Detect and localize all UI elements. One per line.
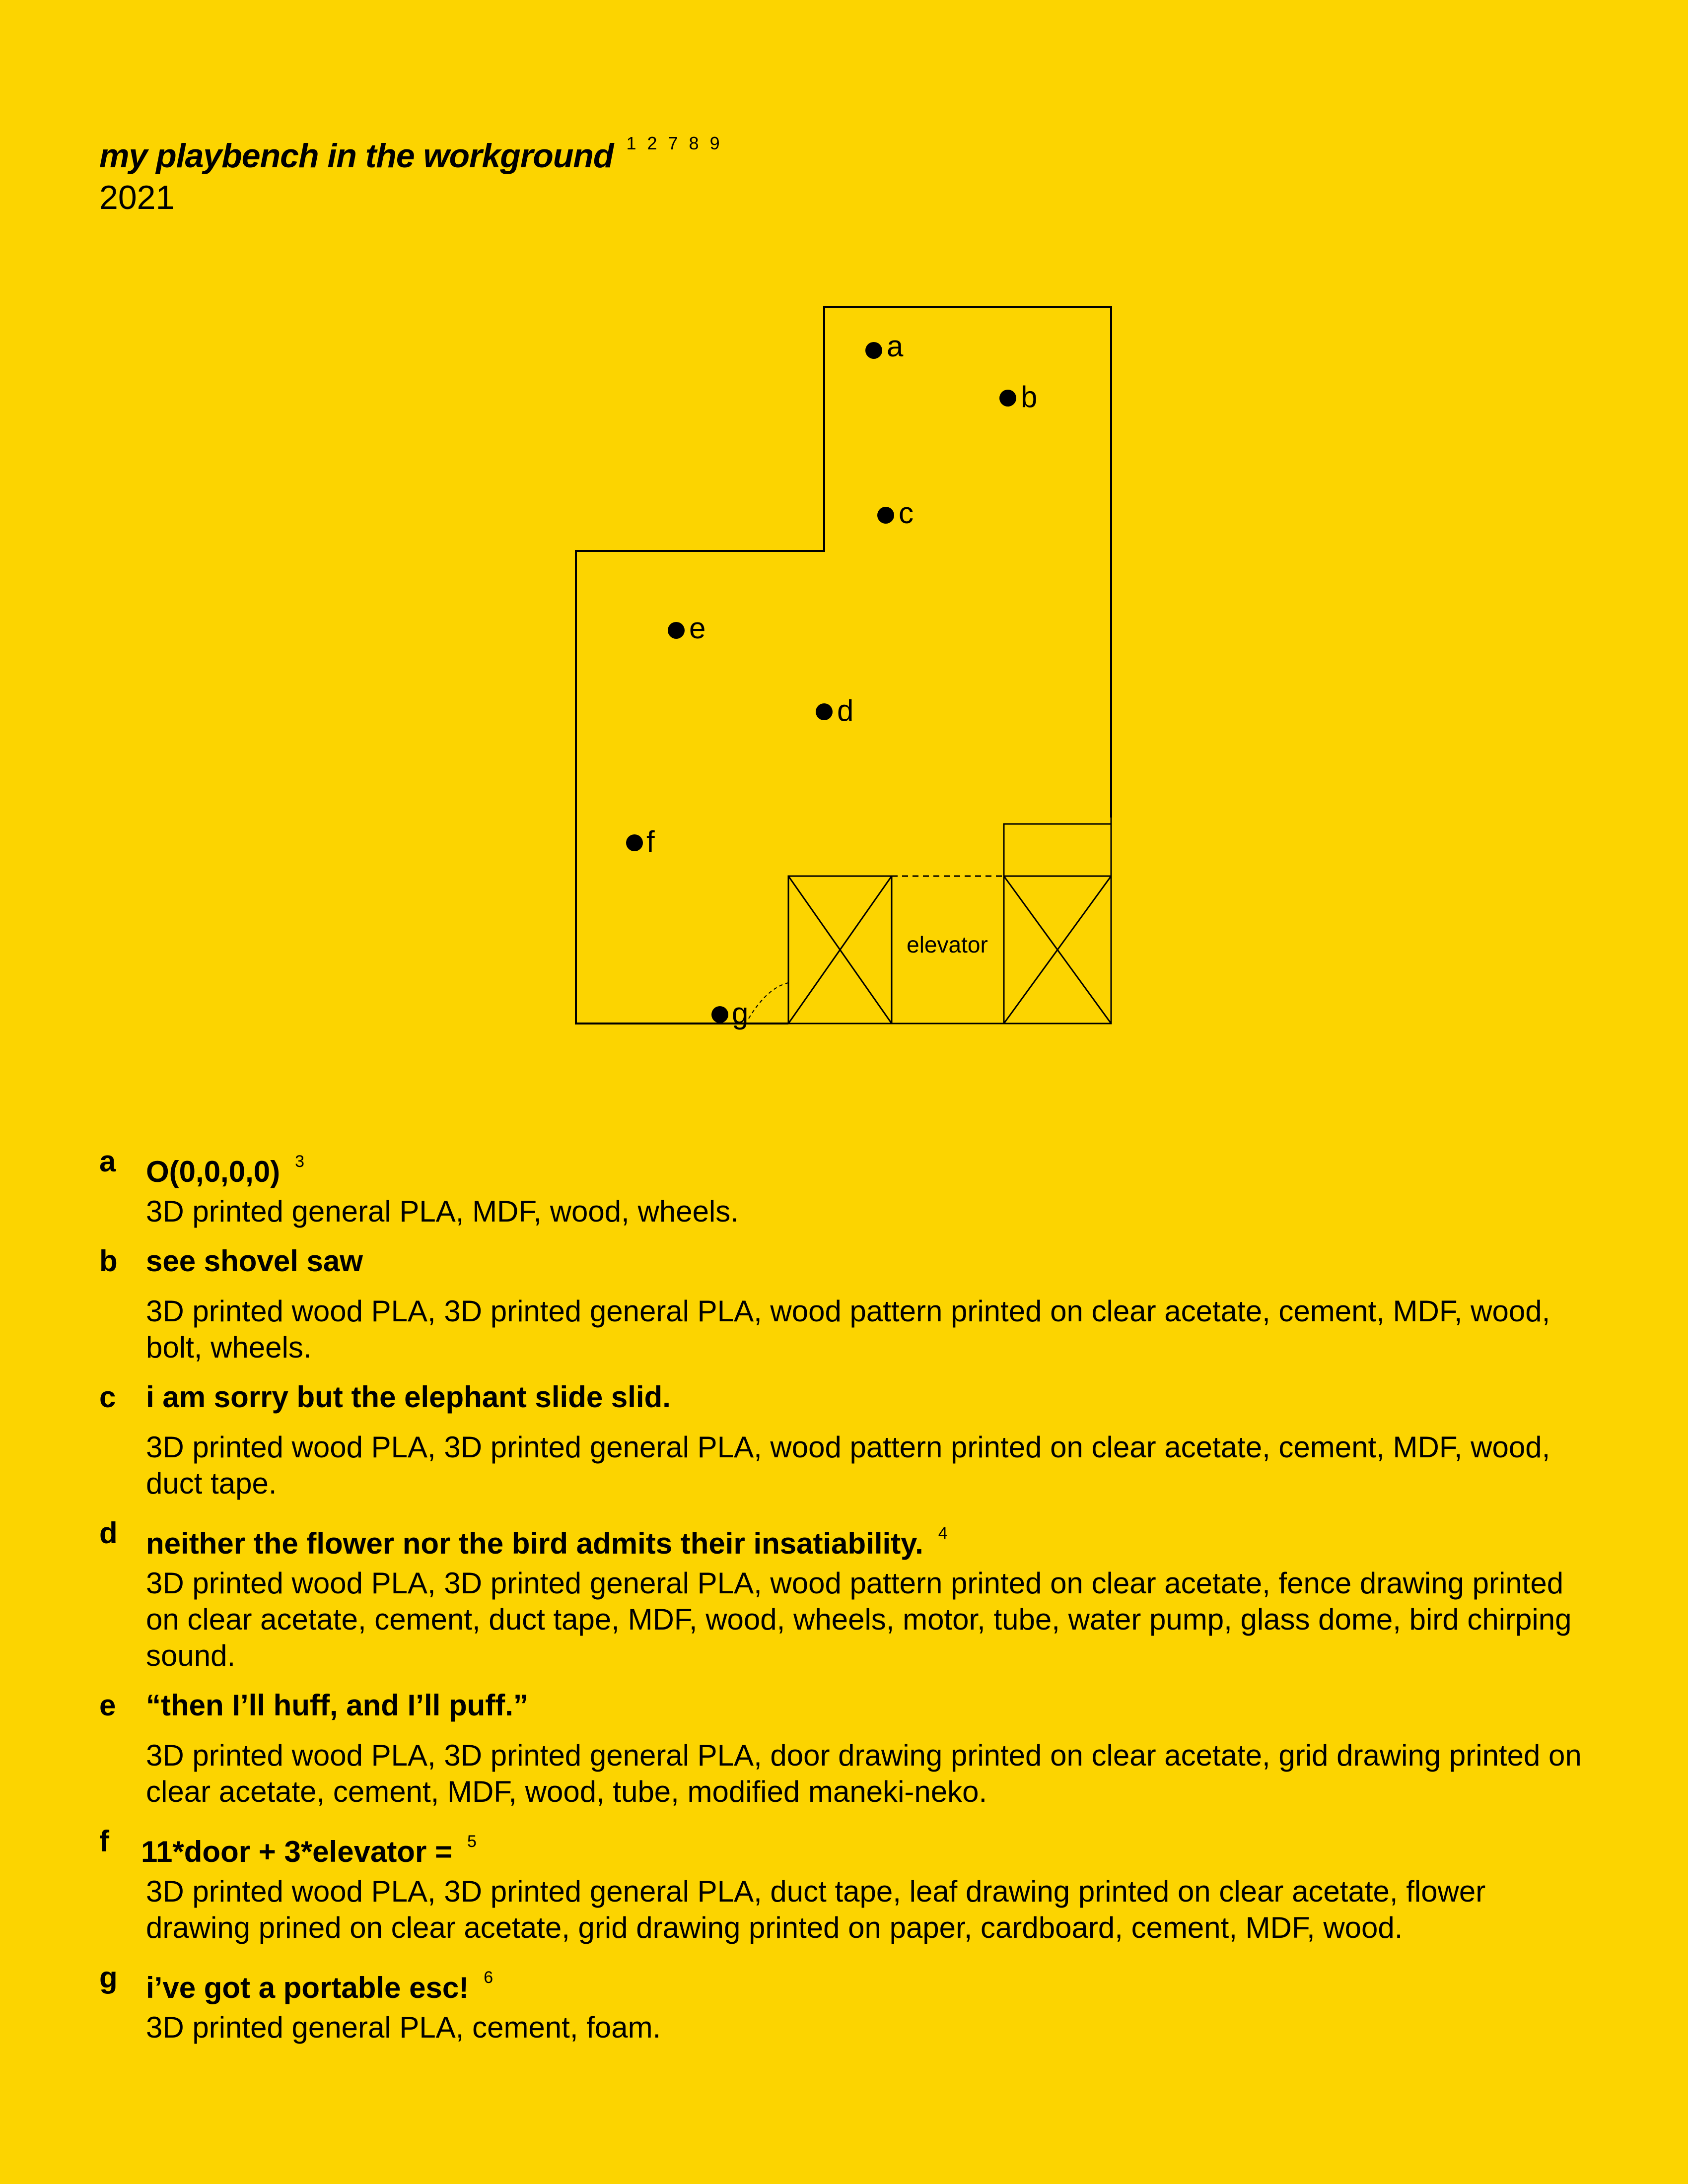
- legend-title-text: i am sorry but the elephant slide slid.: [146, 1380, 671, 1414]
- legend-footnote-ref: 6: [484, 1968, 493, 1987]
- point-d-dot: [816, 703, 833, 720]
- legend-item-head: [99, 1378, 1589, 1416]
- legend-title-text: O(0,0,0,0): [146, 1155, 281, 1188]
- point-g: [711, 997, 748, 1030]
- legend-title-text: neither the flower nor the bird admits their insatiability.: [146, 1527, 923, 1560]
- legend-item-head: [99, 1687, 1589, 1724]
- legend-description: 3D printed general PLA, cement, foam.: [146, 2011, 661, 2044]
- point-b-label: b: [1021, 380, 1038, 413]
- point-g-dot: [711, 1006, 728, 1023]
- legend-description: 3D printed wood PLA, 3D printed general PLA, wood pattern printed on clear acetate, fence drawing printed on clear acetate, cement, duct tape, MDF, wood, wheels, motor, tube, water pump, glass dome, bird chirping sound.: [146, 1567, 1572, 1672]
- point-f: [626, 825, 655, 858]
- legend-description: 3D printed wood PLA, 3D printed general PLA, door drawing printed on clear acetate, grid drawing printed on clear acetate, cement, MDF, wood, tube, modified maneki-neko.: [146, 1739, 1582, 1808]
- legend-item-d: [99, 1514, 1589, 1674]
- legend-letter: a: [99, 1145, 116, 1178]
- legend-letter: d: [99, 1516, 118, 1550]
- legend-title: [146, 1242, 363, 1280]
- point-b: [999, 380, 1037, 413]
- legend-footnote-ref: 4: [938, 1524, 948, 1543]
- legend-letter: b: [99, 1244, 118, 1278]
- legend-title: [141, 1823, 477, 1871]
- year: 2021: [99, 179, 175, 216]
- legend-item-f: [99, 1823, 1589, 1946]
- legend-title-text: “then I’ll huff, and I’ll puff.”: [146, 1689, 528, 1722]
- legend-letter: f: [99, 1825, 109, 1858]
- point-e-dot: [668, 622, 685, 639]
- elevator-block: [788, 824, 1111, 1024]
- point-d: [816, 694, 853, 727]
- point-e: [668, 612, 705, 645]
- point-c: [877, 496, 914, 530]
- door-swing-arc: [749, 983, 788, 1019]
- point-a-label: a: [887, 330, 904, 363]
- point-c-dot: [877, 507, 894, 524]
- legend-title-text: see shovel saw: [146, 1244, 363, 1278]
- legend-title-text: 11*door + 3*elevator =: [141, 1835, 453, 1868]
- point-f-dot: [626, 834, 643, 851]
- legend-item-head: [99, 1823, 1589, 1868]
- legend-item-c: [99, 1378, 1589, 1502]
- point-e-label: e: [689, 612, 706, 645]
- legend-title: [146, 1959, 493, 2007]
- legend-item-a: [99, 1143, 1589, 1229]
- legend-description: 3D printed wood PLA, 3D printed general PLA, duct tape, leaf drawing printed on clear acetate, flower drawing prined on clear acetate, grid drawing printed on paper, cardboard, cement, MDF, wood.: [146, 1875, 1486, 1944]
- legend-letter: c: [99, 1380, 116, 1414]
- elevator-upper-box: [1004, 824, 1111, 876]
- point-c-label: c: [899, 496, 914, 530]
- point-b-dot: [999, 390, 1016, 407]
- legend-item-g: [99, 1959, 1589, 2046]
- legend-title: [146, 1143, 304, 1191]
- legend-item-b: [99, 1242, 1589, 1365]
- point-g-label: g: [732, 997, 749, 1030]
- page-title: my playbench in the workground: [99, 137, 614, 175]
- elevator-label: elevator: [907, 932, 988, 957]
- point-f-label: f: [646, 825, 655, 858]
- legend-item-head: [99, 1242, 1589, 1280]
- legend: [99, 1143, 1589, 2058]
- legend-item-head: [99, 1959, 1589, 2004]
- legend-letter: g: [99, 1961, 118, 1994]
- legend-item-e: [99, 1687, 1589, 1810]
- legend-letter: e: [99, 1689, 116, 1722]
- legend-title: [146, 1687, 528, 1724]
- legend-description: 3D printed wood PLA, 3D printed general PLA, wood pattern printed on clear acetate, cement, MDF, wood, bolt, wheels.: [146, 1295, 1550, 1364]
- legend-title: [146, 1514, 948, 1563]
- title-footnote-refs: 1 2 7 8 9: [626, 133, 723, 153]
- point-d-label: d: [837, 694, 854, 727]
- legend-description: 3D printed wood PLA, 3D printed general PLA, wood pattern printed on clear acetate, cement, MDF, wood, duct tape.: [146, 1431, 1550, 1500]
- point-a-dot: [865, 342, 882, 359]
- floor-plan-outline: [576, 307, 1111, 1024]
- legend-footnote-ref: 3: [295, 1152, 305, 1171]
- legend-description: 3D printed general PLA, MDF, wood, wheels.: [146, 1195, 739, 1228]
- legend-item-head: [99, 1143, 1589, 1188]
- legend-footnote-ref: 5: [467, 1832, 477, 1851]
- legend-title-text: i’ve got a portable esc!: [146, 1971, 469, 2004]
- legend-title: [146, 1378, 671, 1416]
- legend-item-head: [99, 1514, 1589, 1560]
- point-a: [865, 330, 904, 363]
